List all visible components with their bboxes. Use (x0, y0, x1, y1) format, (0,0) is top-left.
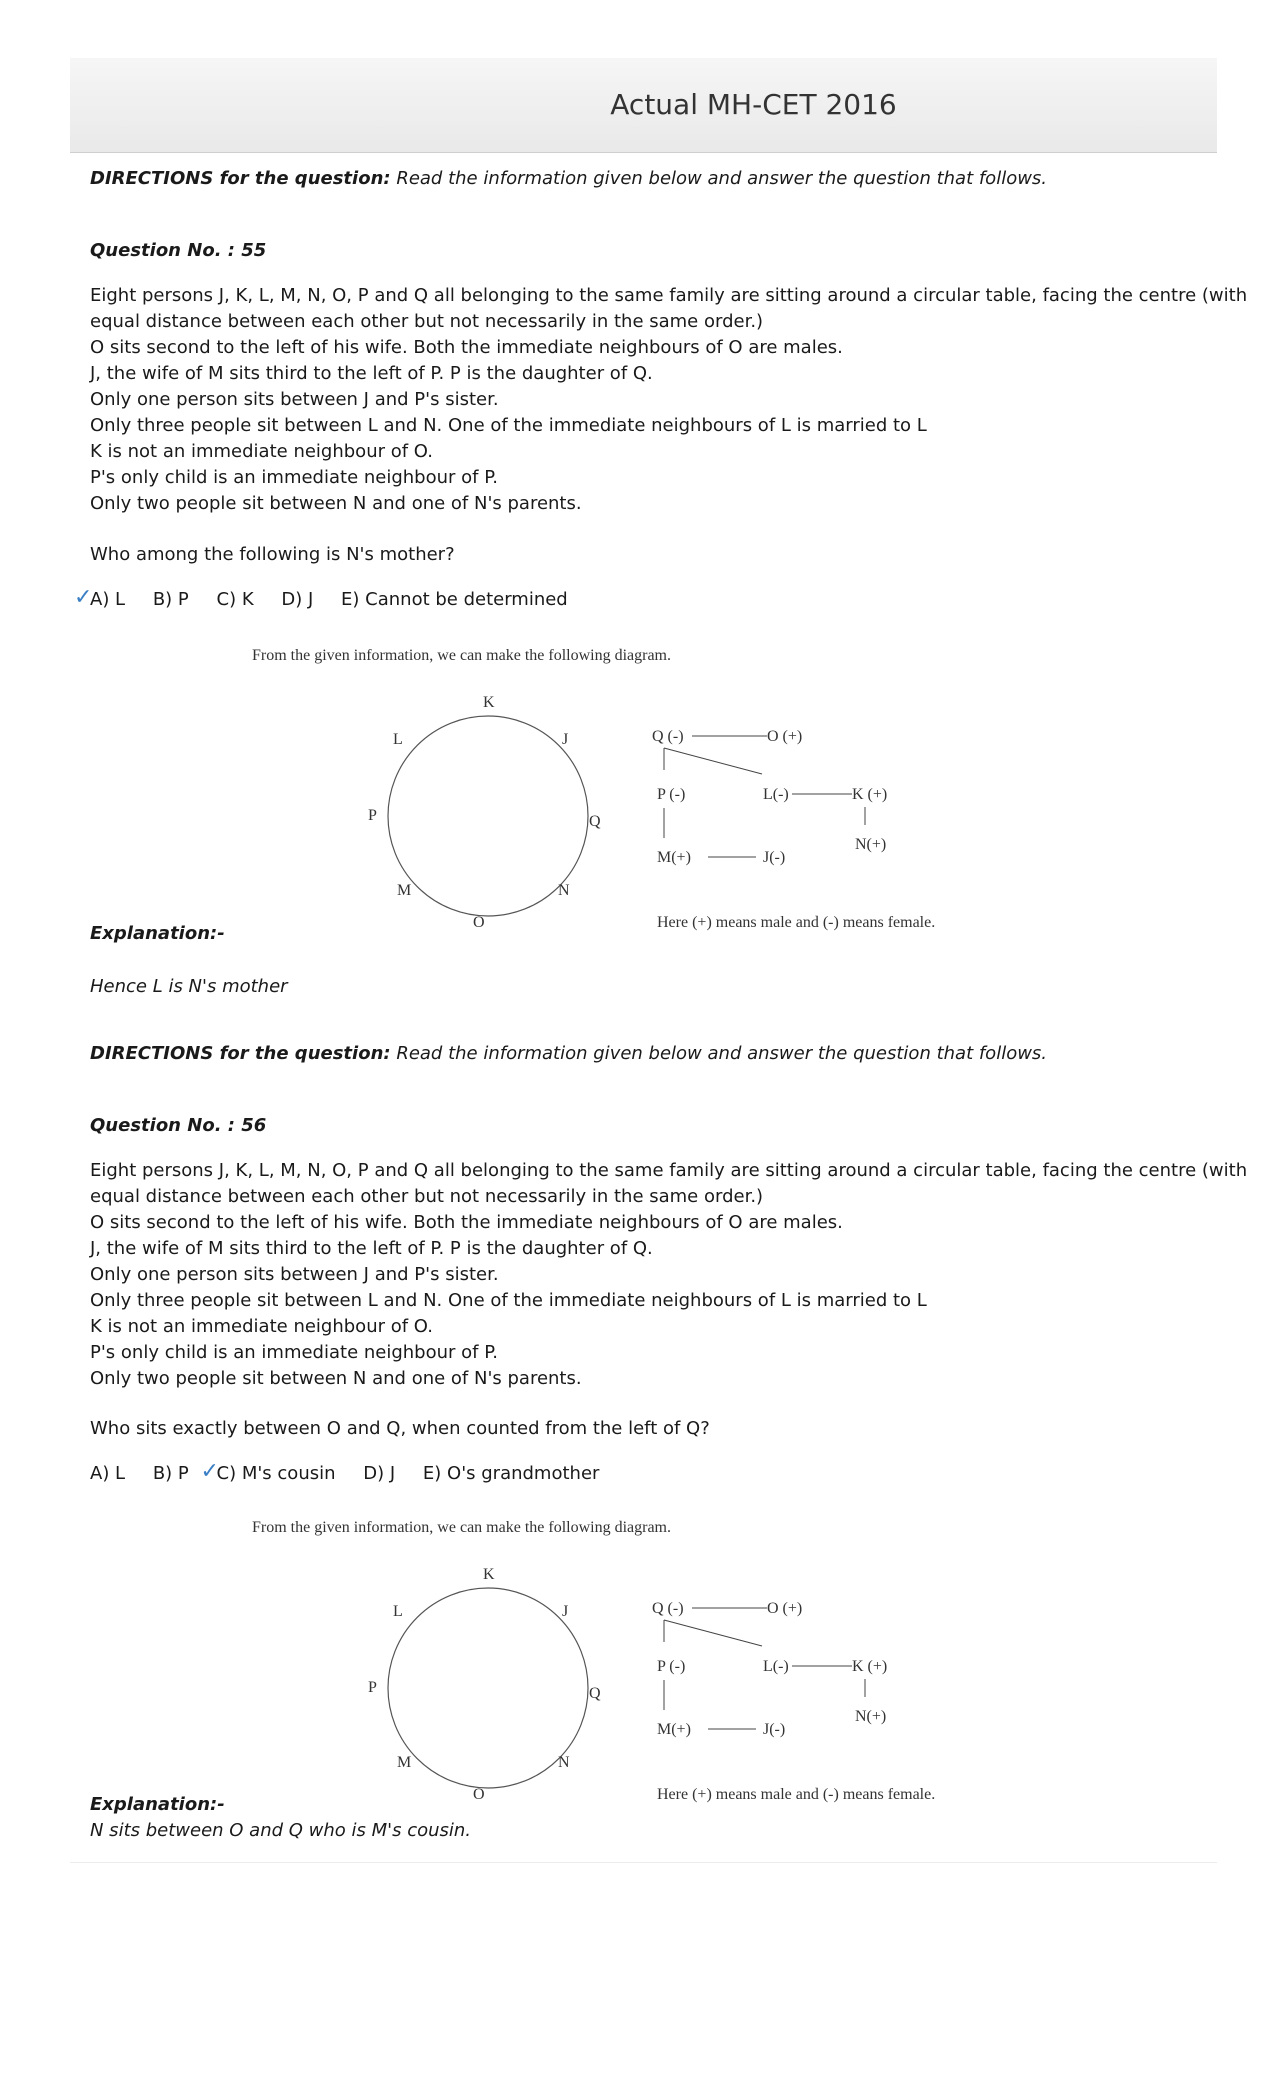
seat-p: P (368, 1679, 377, 1696)
stem-line: P's only child is an immediate neighbour of P. (90, 467, 498, 488)
seat-o: O (473, 1786, 485, 1803)
seat-j: J (562, 1603, 569, 1620)
explanation-text: N sits between O and Q who is M's cousin. (90, 1820, 472, 1841)
seat-n: N (558, 1754, 570, 1771)
question-text-55 (90, 544, 1210, 565)
option-label: C) K (216, 589, 254, 610)
option-a[interactable] (90, 1463, 125, 1484)
solution-figure-56 (240, 1512, 1000, 1816)
options-55 (74, 585, 1210, 610)
option-label: E) Cannot be determined (341, 589, 568, 610)
checkmark-icon: ✓ (74, 585, 93, 610)
question-block-56 (90, 1043, 1210, 1064)
tree-line (664, 748, 762, 774)
question-number-56 (90, 1115, 1210, 1136)
option-label: B) P (152, 1463, 189, 1484)
tree-line (664, 1620, 762, 1646)
tree-o: O (+) (767, 1600, 803, 1617)
seat-p: P (368, 807, 377, 824)
stem-line: J, the wife of M sits third to the left of P. P is the daughter of Q. (90, 363, 653, 384)
figure-caption: From the given information, we can make the following diagram. (252, 1519, 671, 1536)
directions-text: Read the information given below and answer the question that follows. (390, 168, 1048, 189)
option-label: C) M's cousin (216, 1463, 336, 1484)
stem-line: equal distance between each other but not necessarily in the same order.) (90, 311, 764, 332)
directions-text: Read the information given below and answer the question that follows. (390, 1043, 1048, 1064)
tree-m: M(+) (657, 849, 691, 866)
option-e[interactable] (341, 589, 568, 610)
explanation-text-55 (90, 976, 1210, 997)
option-e[interactable] (423, 1463, 600, 1484)
option-label: E) O's grandmother (422, 1463, 600, 1484)
question-stem-55 (90, 283, 1248, 517)
stem-line: Eight persons J, K, L, M, N, O, P and Q all belonging to the same family are sitting around a circular table, facing the centre (with (90, 285, 1248, 306)
figure-legend: Here (+) means male and (-) means female. (657, 914, 936, 931)
option-c[interactable] (200, 1459, 336, 1484)
page-title: Actual MH-CET 2016 (610, 88, 897, 121)
tree-n: N(+) (855, 836, 887, 853)
seat-n: N (558, 882, 570, 899)
question-number: Question No. : 55 (90, 240, 267, 261)
stem-line: O sits second to the left of his wife. Both the immediate neighbours of O are males. (90, 1212, 843, 1233)
stem-line: Only three people sit between L and N. One of the immediate neighbours of L is married to L (90, 415, 927, 436)
seat-q: Q (589, 1685, 601, 1702)
tree-k: K (+) (852, 1658, 888, 1675)
seat-k: K (483, 694, 495, 711)
option-label: B) P (152, 589, 189, 610)
directions (90, 168, 1210, 189)
seat-q: Q (589, 813, 601, 830)
explanation-label-56 (90, 1794, 1210, 1815)
seat-j: J (562, 731, 569, 748)
tree-q: Q (-) (652, 1600, 684, 1617)
seating-and-family-diagram (240, 640, 1000, 940)
stem-line: Only one person sits between J and P's sister. (90, 389, 499, 410)
option-label: A) L (90, 589, 126, 610)
stem-line: Only two people sit between N and one of N's parents. (90, 1368, 582, 1389)
directions-label: DIRECTIONS for the question: (90, 1043, 391, 1064)
tree-p: P (-) (657, 786, 686, 803)
directions (90, 1043, 1210, 1064)
stem-line: O sits second to the left of his wife. Both the immediate neighbours of O are males. (90, 337, 843, 358)
seat-o: O (473, 914, 485, 931)
option-label: A) L (90, 1463, 126, 1484)
question-text-56 (90, 1418, 1210, 1439)
tree-j: J(-) (763, 1721, 786, 1738)
solution-figure-55 (240, 640, 1000, 944)
question-text: Who sits exactly between O and Q, when counted from the left of Q? (90, 1418, 710, 1439)
option-b[interactable] (153, 1463, 189, 1484)
explanation-label: Explanation:- (90, 1794, 225, 1815)
option-d[interactable] (281, 589, 313, 610)
stem-line: Eight persons J, K, L, M, N, O, P and Q all belonging to the same family are sitting around a circular table, facing the centre (with (90, 1160, 1248, 1181)
figure-caption: From the given information, we can make the following diagram. (252, 647, 671, 664)
stem-line: Only two people sit between N and one of N's parents. (90, 493, 582, 514)
checkmark-icon: ✓ (200, 1459, 219, 1484)
tree-p: P (-) (657, 1658, 686, 1675)
tree-l: L(-) (763, 786, 789, 803)
tree-q: Q (-) (652, 728, 684, 745)
answer-options (74, 585, 1210, 610)
tree-j: J(-) (763, 849, 786, 866)
option-a[interactable] (74, 585, 126, 610)
question-stem (90, 1158, 1248, 1392)
option-d[interactable] (363, 1463, 395, 1484)
seat-m: M (397, 1754, 412, 1771)
question-block-55 (90, 168, 1210, 189)
option-label: D) J (363, 1463, 396, 1484)
stem-line: P's only child is an immediate neighbour of P. (90, 1342, 498, 1363)
tree-m: M(+) (657, 1721, 691, 1738)
option-c[interactable] (217, 589, 254, 610)
seating-and-family-diagram (240, 1512, 1000, 1812)
page-header (70, 58, 1217, 153)
explanation-label-55 (90, 923, 1210, 944)
tree-l: L(-) (763, 1658, 789, 1675)
stem-line: equal distance between each other but not necessarily in the same order.) (90, 1186, 764, 1207)
question-stem (90, 283, 1248, 517)
option-label: D) J (281, 589, 314, 610)
tree-k: K (+) (852, 786, 888, 803)
stem-line: Only three people sit between L and N. One of the immediate neighbours of L is married to L (90, 1290, 927, 1311)
stem-line: J, the wife of M sits third to the left of P. P is the daughter of Q. (90, 1238, 653, 1259)
answer-options (90, 1459, 1210, 1484)
options-56 (90, 1459, 1210, 1484)
stem-line: Only one person sits between J and P's sister. (90, 1264, 499, 1285)
figure-legend: Here (+) means male and (-) means female. (657, 1786, 936, 1803)
explanation-text: Hence L is N's mother (90, 976, 288, 997)
question-number: Question No. : 56 (90, 1115, 267, 1136)
tree-n: N(+) (855, 1708, 887, 1725)
seat-k: K (483, 1566, 495, 1583)
seat-m: M (397, 882, 412, 899)
seat-l: L (393, 1603, 403, 1620)
stem-line: K is not an immediate neighbour of O. (90, 441, 433, 462)
explanation-text-56 (90, 1820, 1210, 1841)
option-b[interactable] (153, 589, 189, 610)
footer-divider (70, 1862, 1217, 1863)
explanation-label: Explanation:- (90, 923, 225, 944)
question-number-55 (90, 240, 1210, 261)
question-text: Who among the following is N's mother? (90, 544, 455, 565)
stem-line: K is not an immediate neighbour of O. (90, 1316, 433, 1337)
tree-o: O (+) (767, 728, 803, 745)
question-stem-56 (90, 1158, 1248, 1392)
directions-label: DIRECTIONS for the question: (90, 168, 391, 189)
seat-l: L (393, 731, 403, 748)
